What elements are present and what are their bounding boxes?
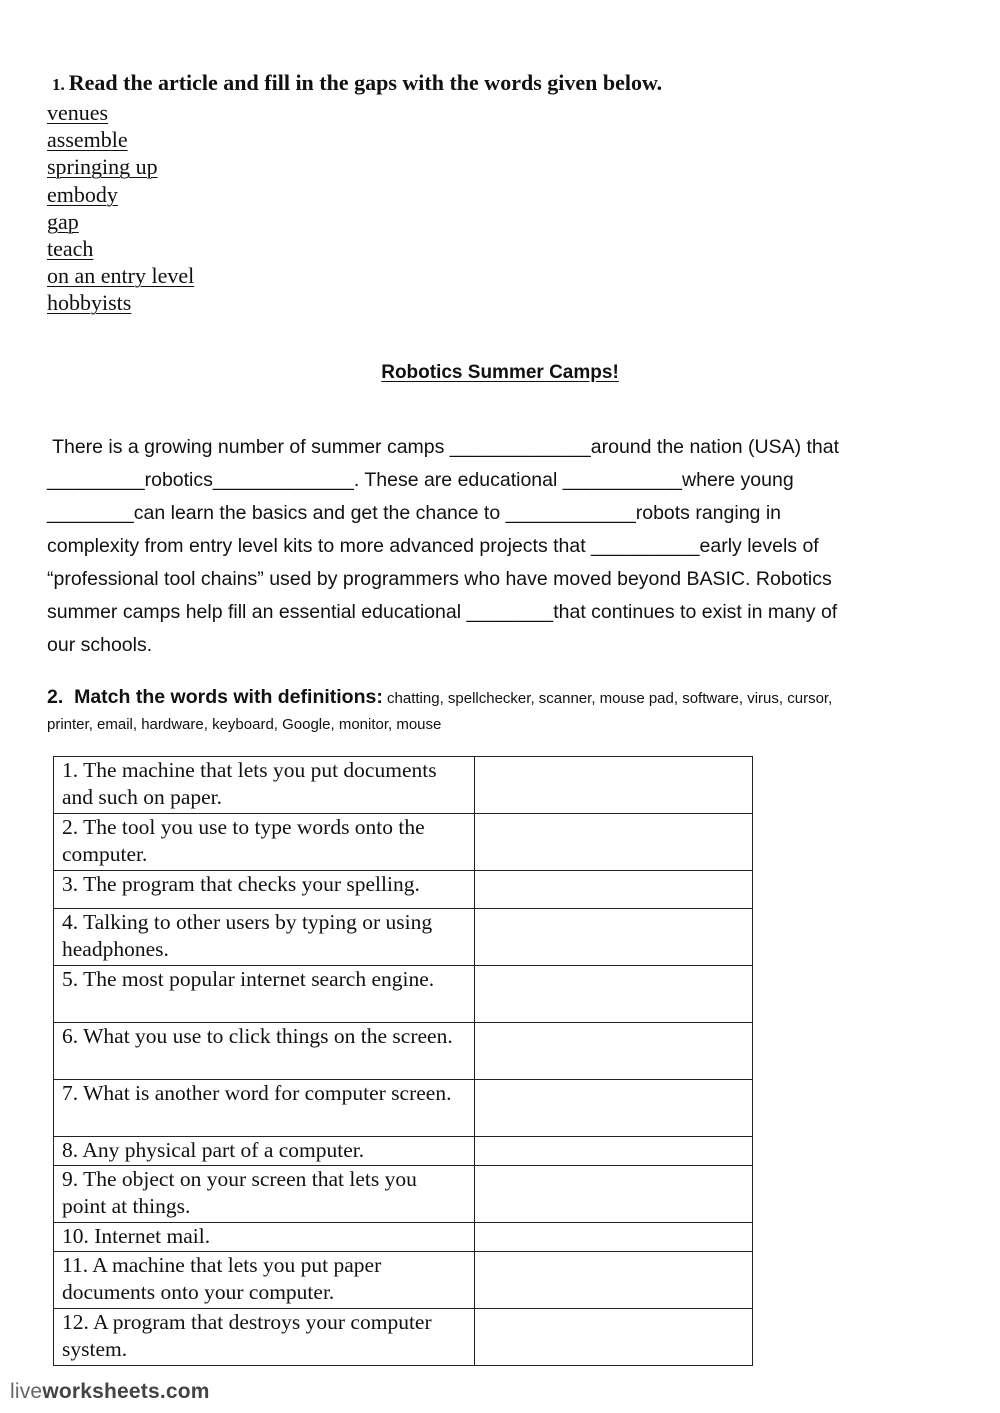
article-body bbox=[47, 431, 947, 662]
table-row bbox=[54, 1309, 753, 1366]
task2-word-list-continued: printer, email, hardware, keyboard, Google, monitor, mouse bbox=[47, 716, 442, 733]
article-line: There is a growing number of summer camps _____________around the nation (USA) that bbox=[47, 436, 840, 458]
answer-cell[interactable] bbox=[475, 1023, 753, 1080]
table-row bbox=[54, 757, 753, 814]
article-line: our schools. bbox=[47, 634, 153, 656]
task1-instruction: Read the article and fill in the gaps with the words given below. bbox=[68, 70, 663, 95]
definition-cell: 7. What is another word for computer screen. bbox=[54, 1080, 475, 1137]
table-row bbox=[54, 1166, 753, 1223]
article-line: summer camps help fill an essential educational ________that continues to exist in many of bbox=[47, 601, 838, 623]
table-row bbox=[54, 1223, 753, 1252]
liveworksheets-logo bbox=[10, 1380, 210, 1404]
answer-cell[interactable] bbox=[475, 1309, 753, 1366]
definition-cell: 12. A program that destroys your computer system. bbox=[54, 1309, 475, 1366]
task2-heading-colon: : bbox=[376, 686, 383, 708]
article-line: ________can learn the basics and get the chance to ____________robots ranging in bbox=[47, 502, 781, 524]
definition-cell: 11. A machine that lets you put paper documents onto your computer. bbox=[54, 1252, 475, 1309]
logo-part-live: live bbox=[10, 1380, 43, 1403]
word-bank-item: gap bbox=[47, 208, 79, 234]
definition-cell: 8. Any physical part of a computer. bbox=[54, 1137, 475, 1166]
word-bank-item: teach bbox=[47, 235, 94, 261]
article-title: Robotics Summer Camps! bbox=[381, 362, 619, 383]
task1-number: 1. bbox=[52, 75, 65, 94]
table-row bbox=[54, 1023, 753, 1080]
definition-cell: 9. The object on your screen that lets you point at things. bbox=[54, 1166, 475, 1223]
task2-heading: 2. Match the words with definitions bbox=[47, 686, 377, 708]
definition-cell: 6. What you use to click things on the screen. bbox=[54, 1023, 475, 1080]
article-line: “professional tool chains” used by programmers who have moved beyond BASIC. Robotics bbox=[47, 568, 832, 590]
logo-part-worksheets: worksheets.com bbox=[42, 1380, 210, 1403]
answer-cell[interactable] bbox=[475, 1252, 753, 1309]
task2-instructions bbox=[47, 681, 947, 737]
answer-cell[interactable] bbox=[475, 871, 753, 909]
article-line: complexity from entry level kits to more advanced projects that __________early levels of bbox=[47, 535, 819, 557]
answer-cell[interactable] bbox=[475, 757, 753, 814]
task1-heading bbox=[52, 70, 662, 96]
definition-cell: 2. The tool you use to type words onto the computer. bbox=[54, 814, 475, 871]
definition-cell: 5. The most popular internet search engine. bbox=[54, 966, 475, 1023]
definition-cell: 4. Talking to other users by typing or using headphones. bbox=[54, 909, 475, 966]
word-bank-item: venues bbox=[47, 100, 109, 125]
word-bank-item: hobbyists bbox=[47, 290, 132, 316]
answer-cell[interactable] bbox=[475, 1137, 753, 1166]
table-row bbox=[54, 1080, 753, 1137]
table-row bbox=[54, 1252, 753, 1309]
definition-cell: 1. The machine that lets you put documents and such on paper. bbox=[54, 757, 475, 814]
answer-cell[interactable] bbox=[475, 814, 753, 871]
table-row bbox=[54, 871, 753, 909]
word-bank bbox=[47, 99, 194, 317]
definition-cell: 10. Internet mail. bbox=[54, 1223, 475, 1252]
table-row bbox=[54, 909, 753, 966]
answer-cell[interactable] bbox=[475, 1223, 753, 1252]
matching-table bbox=[53, 756, 753, 1366]
answer-cell[interactable] bbox=[475, 1080, 753, 1137]
answer-cell[interactable] bbox=[475, 1166, 753, 1223]
table-row bbox=[54, 1137, 753, 1166]
word-bank-item: springing up bbox=[47, 154, 158, 180]
definition-cell: 3. The program that checks your spelling. bbox=[54, 871, 475, 909]
task2-word-list: chatting, spellchecker, scanner, mouse pad, software, virus, cursor, bbox=[382, 690, 833, 707]
word-bank-item: on an entry level bbox=[47, 263, 195, 289]
word-bank-item: assemble bbox=[47, 127, 128, 153]
word-bank-item: embody bbox=[47, 181, 118, 207]
answer-cell[interactable] bbox=[475, 909, 753, 966]
table-row bbox=[54, 966, 753, 1023]
article-line: _________robotics_____________. These are educational ___________where young bbox=[47, 469, 794, 491]
answer-cell[interactable] bbox=[475, 966, 753, 1023]
table-row bbox=[54, 814, 753, 871]
